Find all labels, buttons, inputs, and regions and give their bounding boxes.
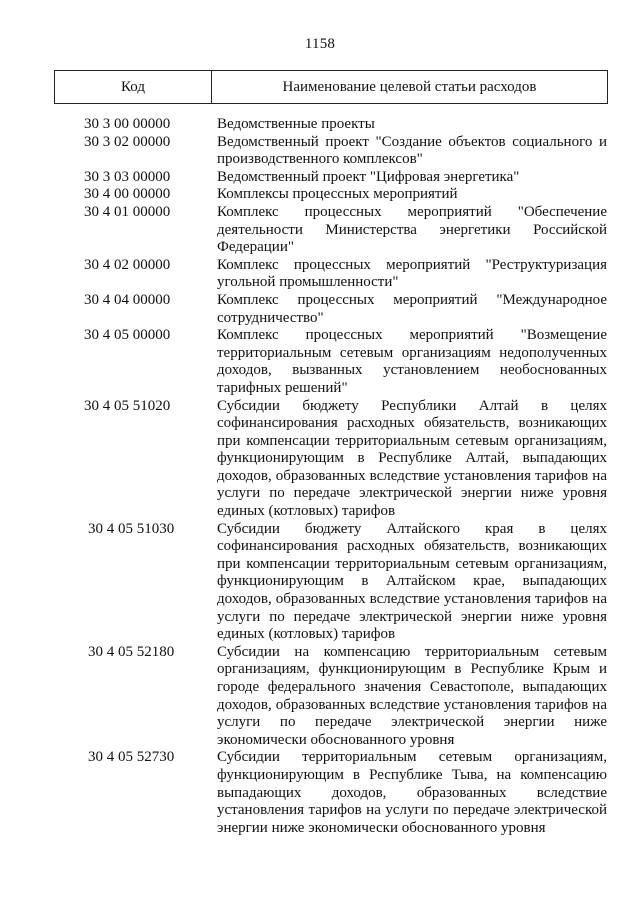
row-code: 30 4 05 51020 <box>84 397 171 414</box>
row-code: 30 4 05 51030 <box>88 520 175 537</box>
row-code: 30 3 02 00000 <box>84 133 171 150</box>
row-name: Ведомственный проект "Цифровая энергетика" <box>217 168 520 185</box>
row-code: 30 4 05 52180 <box>88 643 175 660</box>
row-name: Ведомственные проекты <box>217 116 375 132</box>
table-row <box>54 134 608 169</box>
row-code: 30 4 00 00000 <box>84 186 171 203</box>
column-header-name: Наименование целевой статьи расходов <box>282 78 537 95</box>
table-body <box>54 116 608 837</box>
row-code: 30 4 04 00000 <box>84 291 171 308</box>
row-code: 30 3 03 00000 <box>84 168 171 185</box>
row-code: 30 3 00 00000 <box>84 116 171 132</box>
row-name: Комплекс процессных мероприятий "Возмещение территориальным сетевым организациям недополученных доходов, вызванных установлением необоснованных тарифных решений" <box>217 327 607 396</box>
table-row <box>54 398 608 521</box>
row-code: 30 4 01 00000 <box>84 203 171 220</box>
table-row <box>54 169 608 187</box>
table-row <box>54 257 608 292</box>
table-row <box>54 292 608 327</box>
row-name: Комплексы процессных мероприятий <box>217 186 458 203</box>
row-name: Комплекс процессных мероприятий "Обеспечение деятельности Министерства энергетики Российской Федерации" <box>217 203 607 256</box>
table-row <box>54 186 608 204</box>
table-row <box>54 749 608 837</box>
column-header-code: Код <box>55 71 212 103</box>
table-row <box>54 204 608 257</box>
page-number: 1158 <box>304 36 336 52</box>
row-name: Ведомственный проект "Создание объектов социального и производственного комплексов" <box>217 133 607 168</box>
row-code: 30 4 05 52730 <box>88 749 175 766</box>
table-row <box>54 644 608 750</box>
row-name: Субсидии на компенсацию территориальным сетевым организациям, функционирующим в Республике Крым и городе федерального значения Севастополе, выпадающих доходов, образованных вследствие установления тарифов на услуги по передаче электрической энергии ниже экономически обоснованного уровня <box>217 643 607 748</box>
table-row <box>54 521 608 644</box>
row-code: 30 4 02 00000 <box>84 256 171 273</box>
row-name: Комплекс процессных мероприятий "Международное сотрудничество" <box>217 291 607 326</box>
table-row <box>54 116 608 134</box>
row-name: Субсидии бюджету Алтайского края в целях софинансирования расходных обязательств, возникающих при компенсации территориальным сетевым организациям, функционирующим в Алтайском крае, выпадающих доходов, образованных вследствие установления тарифов на услуги по передаче электрической энергии ниже уровня единых (котловых) тарифов <box>217 520 607 643</box>
table-header <box>54 70 608 104</box>
row-code: 30 4 05 00000 <box>84 327 171 344</box>
row-name: Субсидии бюджету Республики Алтай в целях софинансирования расходных обязательств, возникающих при компенсации территориальным сетевым организациям, функционирующим в Республике Алтай, выпадающих доходов, образованных вследствие установления тарифов на услуги по передаче электрической энергии ниже уровня единых (котловых) тарифов <box>217 397 607 520</box>
table-row <box>54 327 608 397</box>
row-name: Субсидии территориальным сетевым организациям, функционирующим в Республике Тыва, на компенсацию выпадающих доходов, образованных вследствие установления тарифов на услуги по передаче электрической энергии ниже экономически обоснованного уровня <box>217 749 607 836</box>
row-name: Комплекс процессных мероприятий "Реструктуризация угольной промышленности" <box>217 256 607 291</box>
